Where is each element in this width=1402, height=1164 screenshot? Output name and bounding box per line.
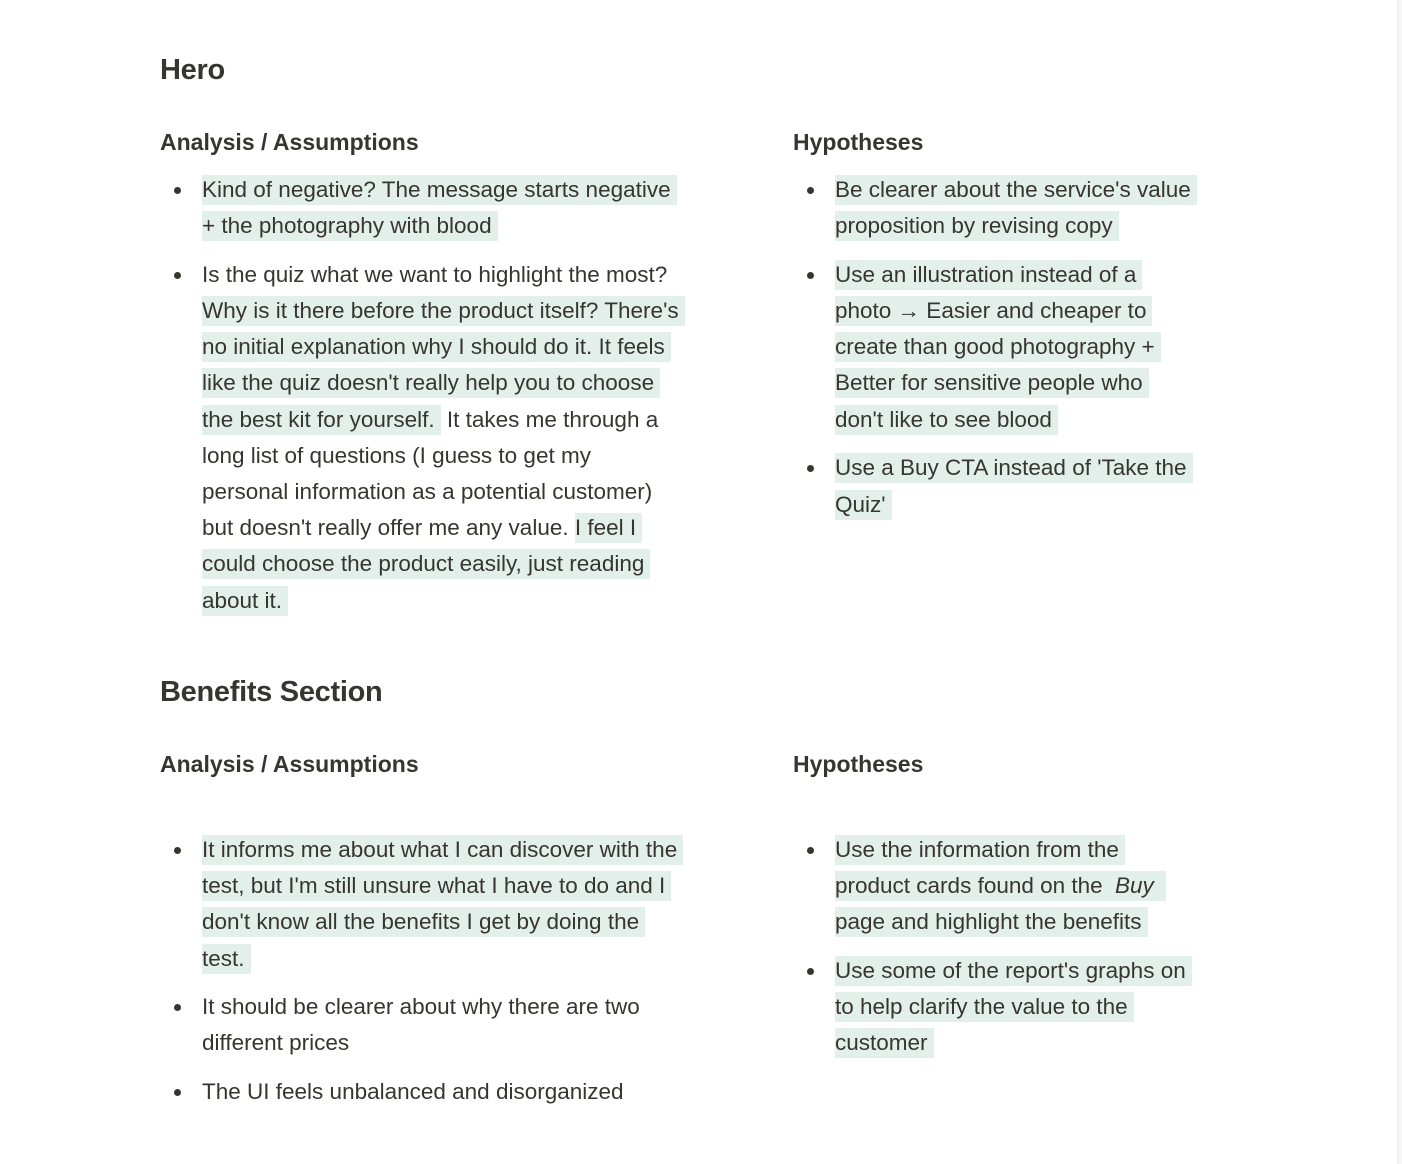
bullet-dot-icon: [174, 272, 181, 279]
highlighted-text: Buy: [1115, 871, 1160, 901]
hero-hypotheses-list: [793, 172, 1193, 523]
highlighted-text: page and highlight the benefits: [835, 871, 1166, 937]
benefits-analysis-list: [160, 832, 680, 1110]
highlighted-text: Why is it there before the product itself? There's no initial explanation why I should do it. It feels like the quiz doesn't really help you to choose the best kit for yourself.: [202, 296, 685, 435]
hero-analysis-column: [160, 128, 680, 631]
bullet-dot-icon: [807, 847, 814, 854]
benefits-hypotheses-heading: Hypotheses: [793, 751, 924, 777]
bullet-dot-icon: [807, 272, 814, 279]
scrollbar-track[interactable]: [1397, 0, 1402, 1164]
hero-hypotheses-heading: Hypotheses: [793, 129, 924, 155]
list-item[interactable]: [793, 832, 1193, 941]
hero-hypotheses-column: [793, 128, 1193, 535]
highlighted-text: Be clearer about the service's value proposition by revising copy: [835, 175, 1197, 241]
list-item[interactable]: [793, 257, 1193, 438]
list-item[interactable]: [160, 1074, 680, 1110]
list-item-text: It should be clearer about why there are two different prices: [202, 994, 640, 1056]
bullet-dot-icon: [807, 465, 814, 472]
section-heading-benefits: Benefits Section: [160, 676, 383, 708]
bullet-dot-icon: [174, 1089, 181, 1096]
hero-analysis-heading: Analysis / Assumptions: [160, 129, 419, 155]
section-heading-hero: Hero: [160, 54, 225, 86]
hero-analysis-list: [160, 172, 680, 619]
benefits-hypotheses-list: [793, 832, 1193, 1062]
highlighted-text: Use some of the report's graphs on to help clarify the value to the customer: [835, 956, 1192, 1058]
list-item-text: The UI feels unbalanced and disorganized: [202, 1079, 624, 1105]
highlighted-text: Kind of negative? The message starts negative + the photography with blood: [202, 175, 677, 241]
highlighted-text: It informs me about what I can discover with the test, but I'm still unsure what I have to do and I don't know all the benefits I get by doing the test.: [202, 835, 683, 974]
bullet-dot-icon: [174, 1004, 181, 1011]
list-item[interactable]: [793, 450, 1193, 522]
list-item[interactable]: [160, 989, 680, 1061]
list-item[interactable]: [160, 172, 680, 244]
highlighted-text: Use an illustration instead of a photo → Easier and cheaper to create than good photography + Better for sensitive people who don't like to see blood: [835, 260, 1161, 435]
highlighted-text: Use a Buy CTA instead of 'Take the Quiz': [835, 453, 1193, 519]
list-item[interactable]: [793, 953, 1193, 1062]
benefits-analysis-column: [160, 750, 680, 1123]
list-item-text: Is the quiz what we want to highlight the most?: [202, 261, 668, 287]
bullet-dot-icon: [174, 187, 181, 194]
list-item[interactable]: [793, 172, 1193, 244]
highlighted-text: I feel I could choose the product easily, just reading about it.: [202, 513, 650, 615]
bullet-dot-icon: [807, 187, 814, 194]
bullet-dot-icon: [807, 968, 814, 975]
bullet-dot-icon: [174, 847, 181, 854]
benefits-analysis-heading: Analysis / Assumptions: [160, 751, 419, 777]
list-item-text: It takes me through a long list of questions (I guess to get my personal information as a potential customer) but doesn't really offer me any value.: [202, 406, 659, 541]
list-item[interactable]: [160, 832, 680, 977]
benefits-hypotheses-column: [793, 750, 1193, 1074]
list-item[interactable]: [160, 257, 680, 619]
highlighted-text: Use the information from the product cards found on the: [835, 835, 1125, 901]
